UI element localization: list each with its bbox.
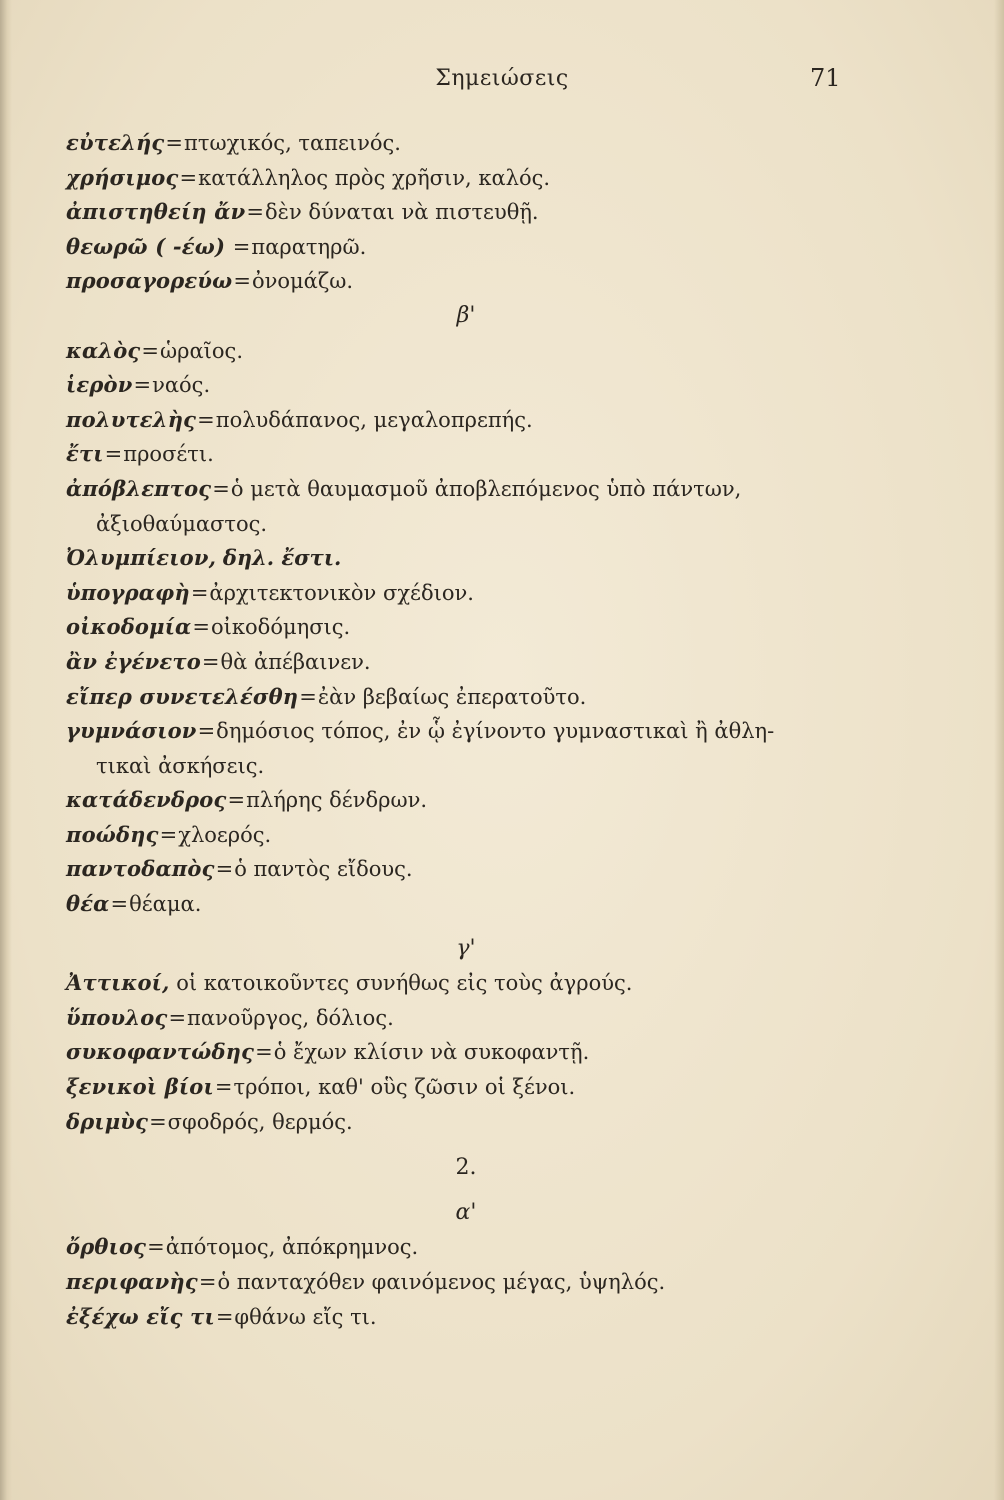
entry-term: Ἀττικοί,: [66, 970, 170, 996]
entry-definition: ὁ ἔχων κλίσιν νὰ συκοφαντῇ.: [273, 1040, 590, 1065]
entry-term: κατάδενδρος: [66, 787, 227, 813]
glossary-entry: παντοδαπὸς=ὁ παντὸς εἴδους.: [66, 856, 413, 882]
glossary-section: [66, 126, 866, 299]
glossary-entry: ἂν ἐγένετο=θὰ ἀπέβαινεν.: [66, 648, 371, 674]
entry-term: οἰκοδομία: [66, 614, 192, 640]
entry-term: ἱερὸν: [66, 372, 133, 398]
entry-term: εὐτελής: [66, 130, 165, 155]
glossary-entry: εὐτελής=πτωχικός, ταπεινός.: [66, 130, 401, 155]
section-heading: γ': [456, 935, 476, 961]
glossary-entry: ὄρθιος=ἀπότομος, ἀπόκρημνος.: [66, 1234, 419, 1260]
entry-definition: παρατηρῶ.: [251, 234, 367, 259]
glossary-entry: ξενικοὶ βίοι=τρόποι, καθ' οὓς ζῶσιν οἱ ξένοι.: [66, 1074, 576, 1100]
entry-term: ἂν ἐγένετο: [66, 648, 201, 674]
glossary: [66, 126, 866, 1334]
entry-term: θεωρῶ ( -έω): [66, 233, 226, 259]
entry-definition: ἀρχιτεκτονικὸν σχέδιον.: [209, 580, 474, 605]
entry-definition: ἐὰν βεβαίως ἐπερατοῦτο.: [317, 684, 587, 709]
glossary-entry: [66, 541, 866, 576]
entry-term: περιφανὴς: [66, 1269, 198, 1294]
glossary-entry: ποώδης=χλοερός.: [66, 821, 272, 847]
entry-term: ἀπόβλεπτος: [66, 475, 212, 501]
entry-term: δριμὺς: [66, 1108, 149, 1134]
glossary-entry: ἔτι=προσέτι.: [66, 441, 214, 467]
glossary-entry: ἱερὸν=ναός.: [66, 372, 211, 398]
entry-definition: χλοερός.: [178, 822, 272, 847]
entry-term: ποώδης: [66, 821, 159, 847]
entry-definition: οἰκοδόμησις.: [211, 615, 351, 640]
glossary-section: [66, 932, 866, 1140]
glossary-entry: οἰκοδομία=οἰκοδόμησις.: [66, 614, 351, 640]
glossary-entry: ὕπουλος=πανοῦργος, δόλιος.: [66, 1004, 394, 1030]
entry-definition: θὰ ἀπέβαινεν.: [220, 649, 371, 674]
glossary-entry: θεωρῶ ( -έω) =παρατηρῶ.: [66, 233, 367, 259]
entry-definition: δηλ. ἔστι.: [222, 545, 342, 571]
glossary-entry: ἐξέχω εἴς τι=φθάνω εἴς τι.: [66, 1303, 377, 1329]
entry-definition: ὀνομάζω.: [251, 269, 354, 294]
section-heading: β': [456, 302, 476, 328]
glossary-entry: γυμνάσιον=δημόσιος τόπος, ἐν ᾧ ἐγίνοντο γυμναστικαὶ ἢ ἀθλη-: [66, 718, 775, 744]
page-edge-shadow: [994, 0, 1004, 1500]
entry-term: Ὀλυμπίειον,: [66, 545, 217, 571]
glossary-entry: συκοφαντώδης=ὁ ἔχων κλίσιν νὰ συκοφαντῇ.: [66, 1039, 590, 1065]
glossary-entry: χρήσιμος=κατάλληλος πρὸς χρῆσιν, καλός.: [66, 164, 551, 190]
entry-term: συκοφαντώδης: [66, 1039, 255, 1065]
entry-term: χρήσιμος: [66, 164, 179, 190]
entry-definition: ὁ πανταχόθεν φαινόμενος μέγας, ὑψηλός.: [217, 1270, 666, 1294]
entry-definition: ἀπότομος, ἀπόκρημνος.: [165, 1235, 419, 1260]
entry-definition: δὲν δύναται νὰ πιστευθῇ.: [265, 200, 539, 225]
entry-definition: ὁ παντὸς εἴδους.: [234, 857, 413, 882]
entry-term: ἔτι: [66, 441, 104, 467]
entry-term: ὕπουλος: [66, 1004, 168, 1030]
section-heading: α': [455, 1199, 477, 1225]
entry-definition: ὡραῖος.: [160, 338, 243, 363]
entry-continuation: τικαὶ ἀσκήσεις.: [96, 753, 265, 778]
glossary-entry: προσαγορεύω=ὀνομάζω.: [66, 268, 354, 294]
entry-continuation: ἀξιοθαύμαστος.: [96, 511, 268, 536]
entry-term: ἐξέχω εἴς τι: [66, 1303, 215, 1329]
entry-definition: πολυδάπανος, μεγαλοπρεπής.: [215, 407, 533, 432]
glossary-entry: δριμὺς=σφοδρός, θερμός.: [66, 1108, 353, 1134]
entry-definition: κατάλληλος πρὸς χρῆσιν, καλός.: [198, 165, 551, 190]
glossary-entry: [66, 966, 866, 1001]
entry-definition: πλήρης δένδρων.: [246, 788, 428, 813]
entry-definition: ὁ μετὰ θαυμασμοῦ ἀποβλεπόμενος ὑπὸ πάντων,: [230, 476, 742, 501]
entry-definition: ναός.: [152, 373, 211, 398]
entry-definition: πτωχικός, ταπεινός.: [184, 131, 401, 155]
entry-term: θέα: [66, 891, 110, 917]
entry-definition: σφοδρός, θερμός.: [167, 1109, 353, 1134]
entry-term: πολυτελὴς: [66, 406, 197, 432]
entry-term: ὑπογραφὴ: [66, 579, 190, 605]
glossary-entry: ἀπιστηθείη ἄν=δὲν δύναται νὰ πιστευθῇ.: [66, 199, 539, 225]
glossary-entry: καλὸς=ὡραῖος.: [66, 337, 243, 363]
glossary-entry: κατάδενδρος=πλήρης δένδρων.: [66, 787, 428, 813]
glossary-section: [66, 1151, 866, 1334]
entry-definition: πανοῦργος, δόλιος.: [187, 1005, 394, 1030]
entry-definition: τρόποι, καθ' οὓς ζῶσιν οἱ ξένοι.: [233, 1075, 576, 1100]
entry-term: καλὸς: [66, 337, 141, 363]
entry-definition: δημόσιος τόπος, ἐν ᾧ ἐγίνοντο γυμναστικαὶ ἢ ἀθλη-: [216, 719, 775, 744]
glossary-section: [66, 299, 866, 922]
glossary-entry: πολυτελὴς=πολυδάπανος, μεγαλοπρεπής.: [66, 406, 533, 432]
entry-term: παντοδαπὸς: [66, 856, 215, 882]
entry-term: ξενικοὶ βίοι: [66, 1074, 214, 1100]
entry-definition: προσέτι.: [123, 442, 214, 467]
entry-term: προσαγορεύω: [66, 268, 233, 294]
page-binding-shadow: [0, 0, 12, 1500]
entry-term: γυμνάσιον: [66, 718, 197, 744]
entry-definition: φθάνω εἴς τι.: [234, 1304, 377, 1329]
entry-term: εἴπερ συνετελέσθη: [66, 683, 299, 709]
section-number: 2.: [455, 1155, 477, 1181]
glossary-entry: ἀπόβλεπτος=ὁ μετὰ θαυμασμοῦ ἀποβλεπόμενος ὑπὸ πάντων,: [66, 475, 742, 501]
page-number: 71: [810, 64, 841, 92]
glossary-entry: ὑπογραφὴ=ἀρχιτεκτονικὸν σχέδιον.: [66, 579, 474, 605]
entry-term: ἀπιστηθείη ἄν: [66, 199, 246, 225]
glossary-entry: εἴπερ συνετελέσθη=ἐὰν βεβαίως ἐπερατοῦτο.: [66, 683, 587, 709]
glossary-entry: περιφανὴς=ὁ πανταχόθεν φαινόμενος μέγας, ὑψηλός.: [66, 1269, 666, 1294]
entry-definition: οἱ κατοικοῦντες συνήθως εἰς τοὺς ἀγρούς.: [176, 971, 633, 996]
entry-definition: θέαμα.: [129, 892, 202, 917]
entry-term: ὄρθιος: [66, 1234, 147, 1260]
glossary-entry: θέα=θέαμα.: [66, 891, 202, 917]
running-head: Σημειώσεις: [435, 66, 569, 91]
